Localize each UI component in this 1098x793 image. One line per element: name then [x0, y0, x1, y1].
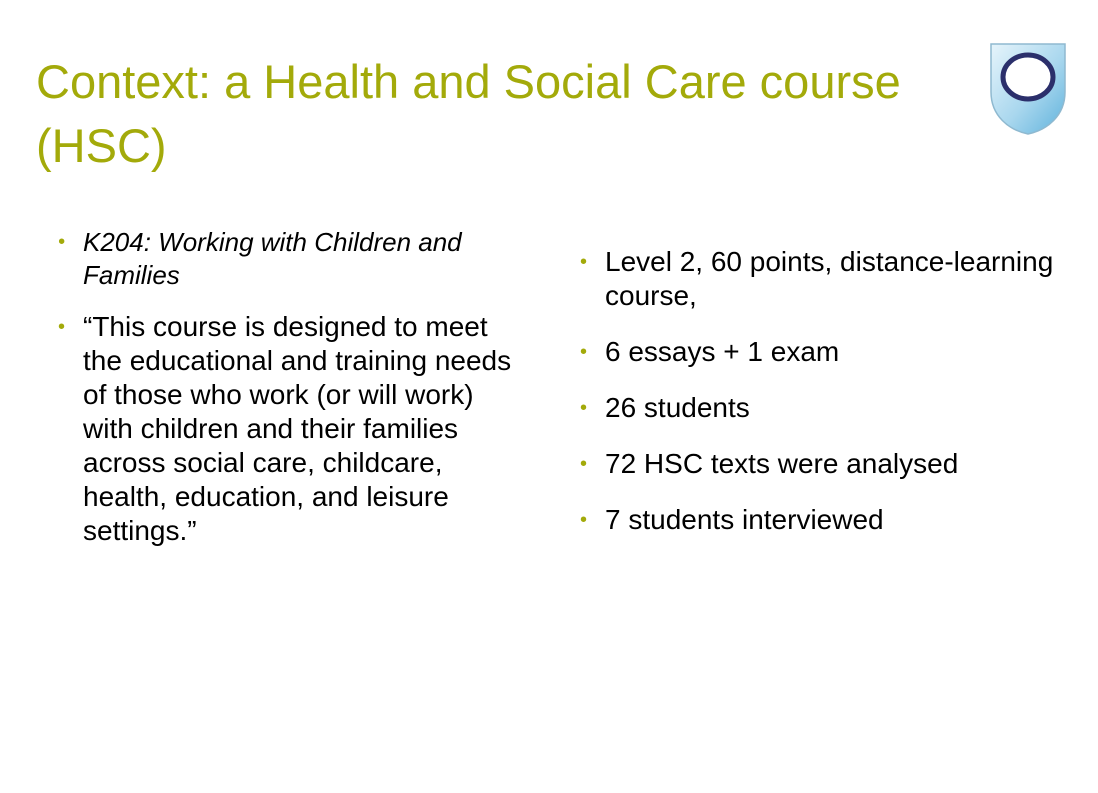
list-item: [580, 447, 1060, 481]
course-description-quote: “This course is designed to meet the educational and training needs of those who work (or will work) with children and their families across social care, childcare, health, education, and leisure settings.”: [83, 311, 512, 546]
university-shield-logo-icon: [987, 40, 1069, 136]
bullet-marker: •: [580, 509, 588, 531]
right-bullet-list: [580, 245, 1060, 559]
course-code-text: K204: Working with Children and Families: [83, 227, 462, 290]
course-level-text: Level 2, 60 points, distance-learning course,: [605, 246, 1054, 311]
list-item: [580, 503, 1060, 537]
assessment-text: 6 essays + 1 exam: [605, 336, 840, 367]
students-interviewed-text: 7 students interviewed: [605, 504, 884, 535]
students-count-text: 26 students: [605, 392, 750, 423]
bullet-marker: •: [58, 231, 66, 253]
list-item: [580, 335, 1060, 369]
slide-title: Context: a Health and Social Care course (HSC): [36, 55, 901, 172]
list-item: [580, 391, 1060, 425]
list-item: [58, 310, 528, 548]
list-item: [58, 226, 528, 292]
shield-logo-graphic: [987, 40, 1069, 136]
bullet-marker: •: [580, 397, 588, 419]
bullet-marker: •: [580, 251, 588, 273]
bullet-marker: •: [580, 453, 588, 475]
list-item: [580, 245, 1060, 313]
left-bullet-list: [58, 226, 528, 566]
bullet-marker: •: [580, 341, 588, 363]
bullet-marker: •: [58, 316, 66, 338]
texts-analysed-text: 72 HSC texts were analysed: [605, 448, 959, 479]
